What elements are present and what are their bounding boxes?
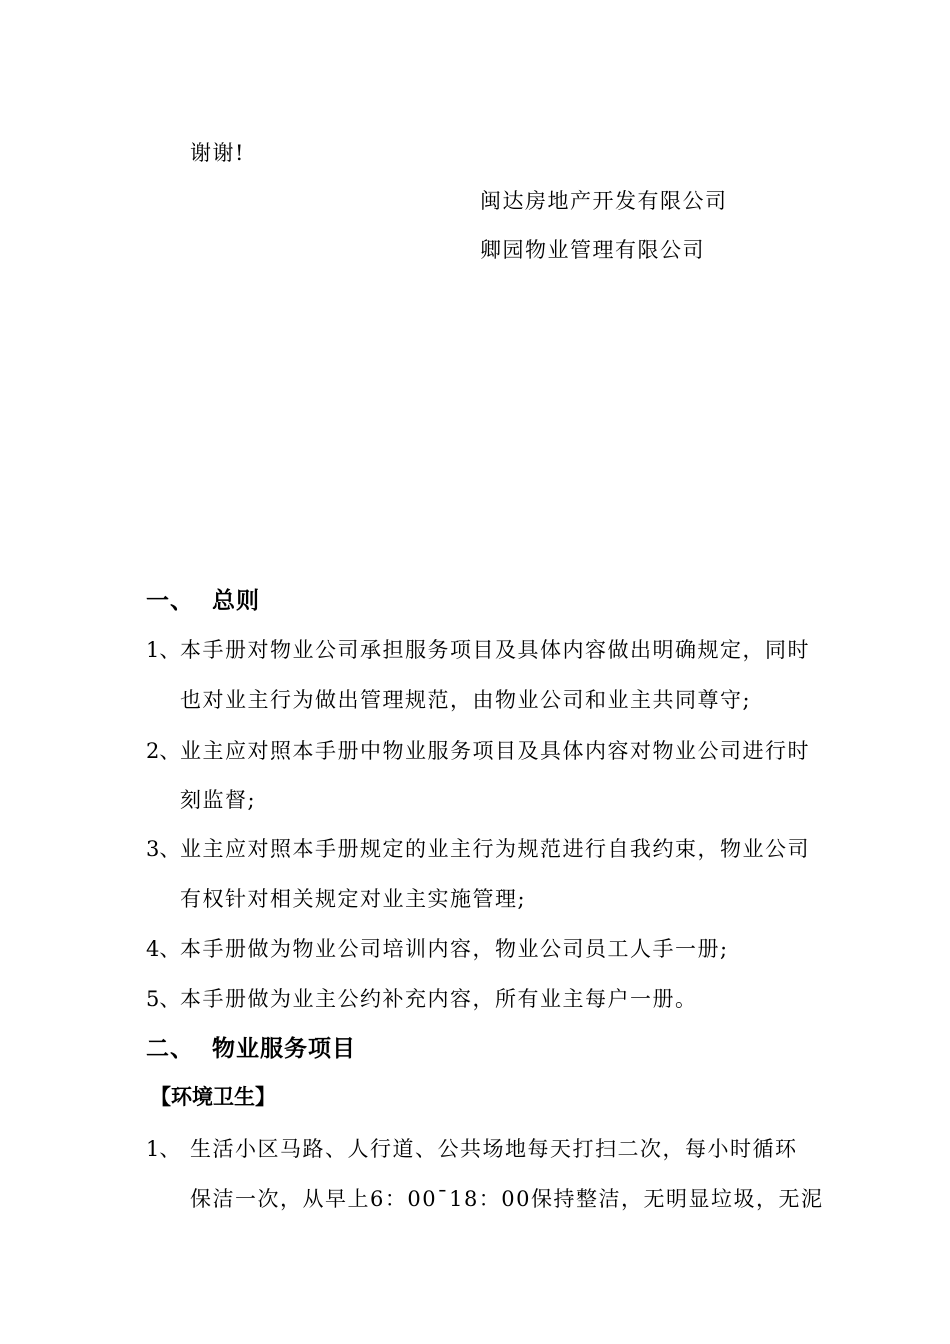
subheading-environment: 【环境卫生】 bbox=[150, 1084, 276, 1109]
list-item-text-continued: 刻监督; bbox=[180, 788, 257, 812]
list-item-number: 5、 bbox=[146, 987, 181, 1011]
list-item-text: 本手册做为业主公约补充内容，所有业主每户一册。 bbox=[180, 987, 698, 1011]
list-item-text-continued: 也对业主行为做出管理规范，由物业公司和业主共同尊守; bbox=[180, 688, 752, 712]
section-number: 二、 bbox=[146, 1035, 194, 1062]
list-item-text-continued: 有权针对相关规定对业主实施管理; bbox=[180, 887, 527, 911]
company-name-developer: 闽达房地产开发有限公司 bbox=[480, 189, 728, 213]
section-heading-general bbox=[146, 586, 260, 616]
list-item-text: 本手册对物业公司承担服务项目及具体内容做出明确规定，同时 bbox=[180, 638, 810, 662]
list-item-text: 生活小区马路、人行道、公共场地每天打扫二次，每小时循环 bbox=[190, 1137, 798, 1161]
list-item-number: 3、 bbox=[146, 837, 181, 861]
list-item-number: 4、 bbox=[146, 937, 181, 961]
section-title: 总则 bbox=[212, 587, 260, 614]
list-item-number: 1、 bbox=[146, 1137, 181, 1161]
list-item-number: 1、 bbox=[146, 638, 181, 662]
list-item-text: 业主应对照本手册中物业服务项目及具体内容对物业公司进行时 bbox=[180, 739, 810, 763]
section-title: 物业服务项目 bbox=[212, 1035, 356, 1062]
thanks-text: 谢谢! bbox=[190, 141, 245, 165]
list-item-text: 本手册做为物业公司培训内容，物业公司员工人手一册; bbox=[180, 937, 729, 961]
list-item-text: 业主应对照本手册规定的业主行为规范进行自我约束，物业公司 bbox=[180, 837, 810, 861]
section-heading-services bbox=[146, 1034, 356, 1064]
list-item-text-continued: 保洁一次，从早上6：00¯18：00保持整洁，无明显垃圾，无泥 bbox=[190, 1187, 824, 1211]
company-name-property: 卿园物业管理有限公司 bbox=[480, 238, 705, 262]
section-number: 一、 bbox=[146, 587, 194, 614]
list-item-number: 2、 bbox=[146, 739, 181, 763]
